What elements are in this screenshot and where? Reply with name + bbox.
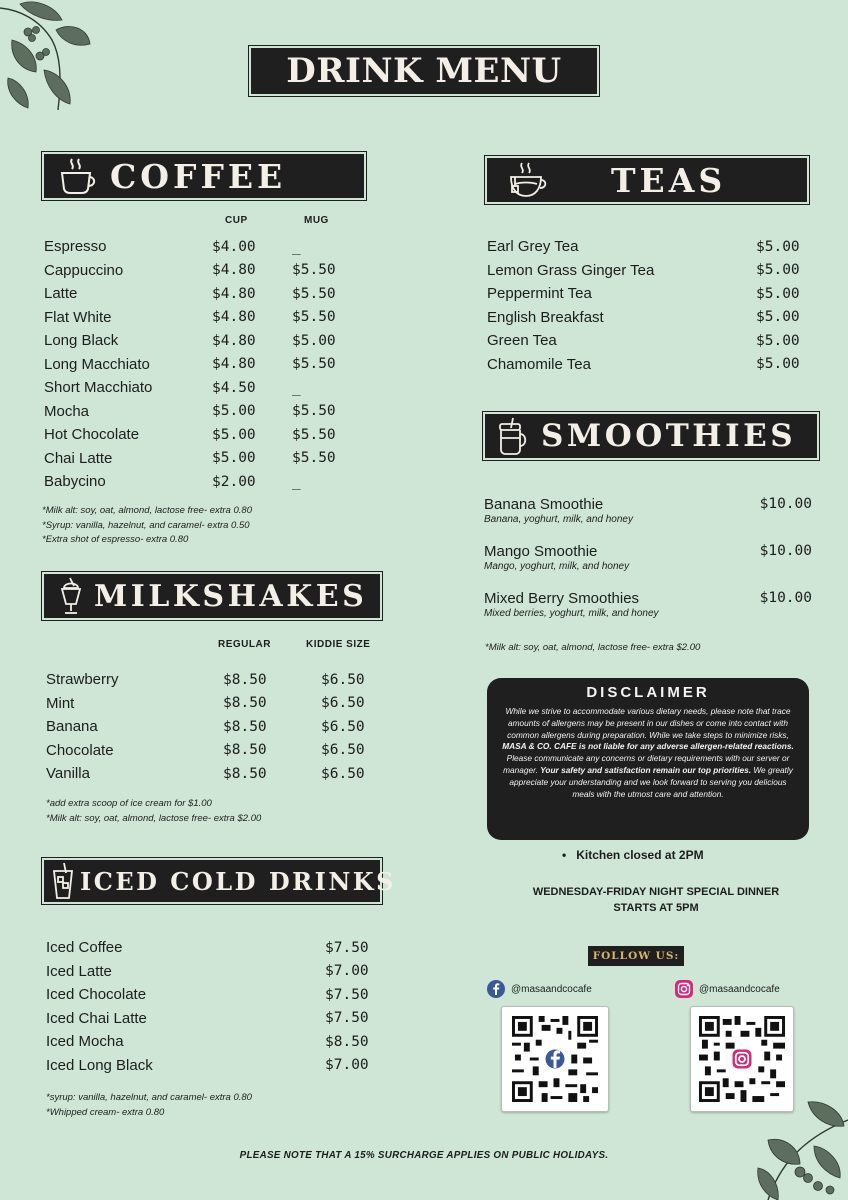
regular-price: $8.50 bbox=[223, 718, 267, 735]
coffee-row bbox=[44, 235, 364, 259]
smoothie-name: Mixed Berry Smoothies bbox=[484, 590, 640, 607]
cup-price: $2.00 bbox=[212, 473, 256, 490]
cup-price: $4.00 bbox=[212, 238, 256, 255]
item-name: Flat White bbox=[44, 308, 112, 326]
coffee-plant-icon bbox=[0, 0, 92, 112]
item-name: Lemon Grass Ginger Tea bbox=[487, 261, 655, 279]
tea-row bbox=[487, 282, 807, 306]
item-name: Chamomile Tea bbox=[487, 355, 591, 373]
item-name: Green Tea bbox=[487, 332, 557, 350]
item-price: $7.50 bbox=[325, 939, 369, 956]
note-line: *Milk alt: soy, oat, almond, lactose free- extra $2.00 bbox=[46, 812, 262, 824]
item-name: Espresso bbox=[44, 238, 107, 256]
coffee-list bbox=[44, 235, 364, 494]
qr-code-icon bbox=[699, 1016, 785, 1102]
facebook-icon bbox=[487, 980, 505, 998]
iced-drink-icon bbox=[50, 861, 76, 901]
coffee-row bbox=[44, 423, 364, 447]
cup-price: $4.80 bbox=[212, 262, 256, 279]
coffee-row bbox=[44, 447, 364, 471]
smoothie-desc: Banana, yoghurt, milk, and honey bbox=[484, 514, 633, 525]
item-name: Chocolate bbox=[46, 741, 114, 759]
coffee-row bbox=[44, 259, 364, 283]
instagram-qr-code[interactable] bbox=[690, 1006, 794, 1112]
item-name: Mint bbox=[46, 694, 75, 712]
note-line: *Milk alt: soy, oat, almond, lactose free- extra 0.80 bbox=[42, 505, 252, 516]
kiddie-price: $6.50 bbox=[321, 718, 365, 735]
coffee-row bbox=[44, 470, 364, 494]
item-price: $7.00 bbox=[325, 1057, 369, 1074]
item-name: Iced Latte bbox=[46, 962, 112, 980]
smoothie-item bbox=[484, 590, 816, 619]
cup-price: $5.00 bbox=[212, 426, 256, 443]
note-line: *Whipped cream- extra 0.80 bbox=[46, 1106, 165, 1118]
item-name: Peppermint Tea bbox=[487, 285, 592, 303]
item-name: Long Black bbox=[44, 332, 119, 350]
note-line: *add extra scoop of ice cream for $1.00 bbox=[46, 798, 212, 809]
smoothies-note: *Milk alt: soy, oat, almond, lactose free- extra $2.00 bbox=[485, 642, 701, 653]
item-name: Vanilla bbox=[46, 765, 90, 783]
milkshake-row bbox=[46, 668, 366, 692]
item-name: Iced Chai Latte bbox=[46, 1009, 147, 1027]
item-price: $5.00 bbox=[756, 262, 800, 279]
tea-row bbox=[487, 329, 807, 353]
milkshakes-notes bbox=[46, 797, 261, 826]
cup-price: $4.80 bbox=[212, 356, 256, 373]
milkshake-row bbox=[46, 715, 366, 739]
mug-price: $5.50 bbox=[292, 450, 336, 467]
disclaimer-liability: MASA & CO. CAFE is not liable for any adverse allergen-related reactions. bbox=[502, 741, 794, 752]
note-line: *syrup: vanilla, hazelnut, and caramel- extra 0.80 bbox=[46, 1092, 252, 1103]
mug-price: _ bbox=[292, 379, 301, 396]
cup-price: $4.80 bbox=[212, 285, 256, 302]
special-dinner bbox=[486, 884, 826, 916]
item-name: Hot Chocolate bbox=[44, 426, 140, 444]
smoothie-item bbox=[484, 543, 816, 572]
item-name: Long Macchiato bbox=[44, 355, 150, 373]
iced-row bbox=[46, 1054, 376, 1078]
milkshake-row bbox=[46, 692, 366, 716]
coffee-row bbox=[44, 329, 364, 353]
cup-price: $4.80 bbox=[212, 309, 256, 326]
item-name: Iced Mocha bbox=[46, 1033, 124, 1051]
smoothie-price: $10.00 bbox=[759, 590, 812, 606]
kiddie-price: $6.50 bbox=[321, 671, 365, 688]
milkshakes-col-kiddie: KIDDIE SIZE bbox=[306, 639, 371, 650]
coffee-row bbox=[44, 306, 364, 330]
smoothies-section-header bbox=[485, 414, 817, 458]
smoothie-desc: Mixed berries, yoghurt, milk, and honey bbox=[484, 608, 659, 619]
item-name: Cappuccino bbox=[44, 261, 124, 279]
qr-code-icon bbox=[512, 1016, 598, 1102]
coffee-col-mug: MUG bbox=[304, 215, 329, 226]
item-name: Mocha bbox=[44, 402, 90, 420]
smoothie-name: Mango Smoothie bbox=[484, 543, 598, 560]
mug-price: $5.50 bbox=[292, 285, 336, 302]
special-line-1: WEDNESDAY-FRIDAY NIGHT SPECIAL DINNER bbox=[532, 886, 780, 898]
surcharge-notice: PLEASE NOTE THAT A 15% SURCHARGE APPLIES ON PUBLIC HOLIDAYS. bbox=[239, 1150, 609, 1161]
milkshakes-list bbox=[46, 668, 366, 786]
instagram-link[interactable] bbox=[675, 980, 780, 998]
regular-price: $8.50 bbox=[223, 765, 267, 782]
disclaimer-body bbox=[499, 706, 797, 800]
tea-row bbox=[487, 306, 807, 330]
cup-price: $4.80 bbox=[212, 332, 256, 349]
teas-list bbox=[487, 235, 807, 376]
teas-heading: TEAS bbox=[611, 160, 727, 200]
coffee-row bbox=[44, 400, 364, 424]
disclaimer-text: Please communicate any concerns or dietary requirements with our server or manager. bbox=[503, 753, 790, 775]
iced-row bbox=[46, 1030, 376, 1054]
item-price: $8.50 bbox=[325, 1033, 369, 1050]
iced-row bbox=[46, 1007, 376, 1031]
item-name: Strawberry bbox=[46, 671, 119, 689]
item-price: $5.00 bbox=[756, 238, 800, 255]
coffee-row bbox=[44, 282, 364, 306]
milkshake-icon bbox=[56, 576, 86, 616]
mug-price: $5.50 bbox=[292, 309, 336, 326]
item-price: $5.00 bbox=[756, 309, 800, 326]
iced-row bbox=[46, 960, 376, 984]
tea-row bbox=[487, 235, 807, 259]
item-name: Banana bbox=[46, 718, 98, 736]
disclaimer-priority: Your safety and satisfaction remain our top priorities. bbox=[540, 764, 752, 775]
item-name: Latte bbox=[44, 285, 78, 303]
item-name: Iced Coffee bbox=[46, 939, 123, 957]
coffee-cup-icon bbox=[56, 156, 100, 196]
tea-row bbox=[487, 353, 807, 377]
smoothie-price: $10.00 bbox=[759, 543, 812, 559]
milkshakes-col-regular: REGULAR bbox=[218, 639, 271, 650]
mug-price: $5.50 bbox=[292, 426, 336, 443]
mug-price: $5.00 bbox=[292, 332, 336, 349]
note-line: *Syrup: vanilla, hazelnut, and caramel- extra 0.50 bbox=[42, 519, 250, 531]
kiddie-price: $6.50 bbox=[321, 765, 365, 782]
coffee-section-header bbox=[44, 154, 364, 198]
special-line-2: STARTS AT 5PM bbox=[613, 902, 699, 914]
page-title: DRINK MENU bbox=[251, 48, 597, 94]
kiddie-price: $6.50 bbox=[321, 742, 365, 759]
disclaimer-text: We greatly appreciate your understanding and we look forward to serving you delicious meals with the utmost care and attention. bbox=[509, 764, 793, 799]
item-name: English Breakfast bbox=[487, 308, 604, 326]
item-price: $5.00 bbox=[756, 285, 800, 302]
regular-price: $8.50 bbox=[223, 695, 267, 712]
mug-price: $5.50 bbox=[292, 356, 336, 373]
iced-row bbox=[46, 983, 376, 1007]
smoothie-name: Banana Smoothie bbox=[484, 496, 604, 513]
iced-list bbox=[46, 936, 376, 1077]
iced-heading: ICED COLD DRINKS bbox=[80, 866, 396, 896]
item-price: $7.50 bbox=[325, 986, 369, 1003]
mug-price: $5.50 bbox=[292, 403, 336, 420]
kitchen-closed-text: Kitchen closed at 2PM bbox=[576, 848, 704, 862]
smoothies-heading: SMOOTHIES bbox=[541, 418, 797, 454]
regular-price: $8.50 bbox=[223, 671, 267, 688]
coffee-row bbox=[44, 353, 364, 377]
iced-notes bbox=[46, 1091, 252, 1120]
coffee-row bbox=[44, 376, 364, 400]
disclaimer-box bbox=[487, 678, 809, 840]
item-name: Short Macchiato bbox=[44, 379, 153, 397]
iced-row bbox=[46, 936, 376, 960]
disclaimer-heading: DISCLAIMER bbox=[586, 684, 710, 701]
kiddie-price: $6.50 bbox=[321, 695, 365, 712]
follow-us-label: FOLLOW US: bbox=[588, 946, 684, 966]
item-price: $5.00 bbox=[756, 356, 800, 373]
coffee-heading: COFFEE bbox=[110, 156, 287, 196]
regular-price: $8.50 bbox=[223, 742, 267, 759]
cup-price: $5.00 bbox=[212, 403, 256, 420]
mug-price: $5.50 bbox=[292, 262, 336, 279]
milkshake-row bbox=[46, 739, 366, 763]
item-name: Chai Latte bbox=[44, 449, 113, 467]
milkshakes-section-header bbox=[44, 574, 380, 618]
kitchen-closed bbox=[562, 848, 704, 862]
bullet-icon: • bbox=[562, 848, 577, 862]
instagram-icon bbox=[675, 980, 693, 998]
coffee-notes bbox=[42, 504, 252, 548]
item-name: Iced Long Black bbox=[46, 1056, 153, 1074]
smoothie-price: $10.00 bbox=[759, 496, 812, 512]
teas-section-header bbox=[487, 158, 807, 202]
note-line: *Extra shot of espresso- extra 0.80 bbox=[42, 534, 189, 545]
cup-price: $4.50 bbox=[212, 379, 256, 396]
instagram-handle: @masaandcocafe bbox=[699, 983, 780, 995]
cup-price: $5.00 bbox=[212, 450, 256, 467]
iced-section-header bbox=[44, 860, 396, 902]
mug-price: _ bbox=[292, 238, 301, 255]
item-name: Iced Chocolate bbox=[46, 986, 147, 1004]
tea-row bbox=[487, 259, 807, 283]
facebook-handle: @masaandcocafe bbox=[511, 983, 592, 995]
disclaimer-text: While we strive to accommodate various dietary needs, please note that trace amounts of allergens may be present in our dishes or come into contact with common allergens during preparation. While we take steps to minimize risks, bbox=[505, 706, 791, 740]
coffee-col-cup: CUP bbox=[225, 215, 248, 226]
mug-price: _ bbox=[292, 473, 301, 490]
milkshakes-heading: MILKSHAKES bbox=[94, 578, 368, 614]
teapot-icon bbox=[505, 160, 549, 200]
milkshake-row bbox=[46, 762, 366, 786]
item-price: $7.50 bbox=[325, 1010, 369, 1027]
smoothie-desc: Mango, yoghurt, milk, and honey bbox=[484, 561, 630, 572]
item-name: Earl Grey Tea bbox=[487, 238, 579, 256]
facebook-qr-code[interactable] bbox=[501, 1006, 609, 1112]
item-price: $7.00 bbox=[325, 963, 369, 980]
smoothie-jar-icon bbox=[495, 416, 529, 456]
item-price: $5.00 bbox=[756, 332, 800, 349]
item-name: Babycino bbox=[44, 473, 106, 491]
facebook-link[interactable] bbox=[487, 980, 592, 998]
smoothie-item bbox=[484, 496, 816, 525]
